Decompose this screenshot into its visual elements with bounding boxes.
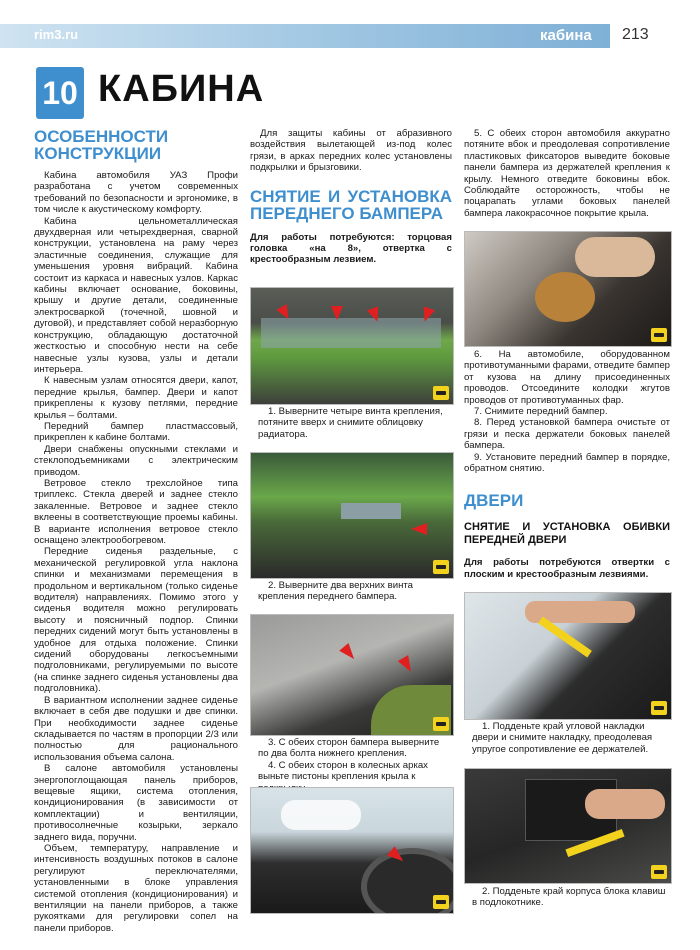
caption-step-1 [258,406,452,440]
chapter-title: КАБИНА [98,68,265,110]
photo-wheel-arch [250,787,454,914]
fog-lamp [535,272,595,322]
wrench-icon [433,717,449,731]
step-text: 8. Перед установкой бампера очистьте от грязи и песка держатели боковых панелей бампера. [464,417,670,452]
column-2 [250,128,452,266]
section-heading-doors: ДВЕРИ [464,491,524,511]
red-arrow-icon [411,523,427,535]
caption-text: 2. Выверните два верхних винта крепления переднего бампера. [258,580,413,603]
step-text: 9. Установите передний бампер в порядке, обратном снятию. [464,451,670,475]
site-name: rim3.ru [34,27,79,42]
caption-step-3-4 [258,737,452,794]
step-text: 6. На автомобиле, оборудованном противотуманными фарами, отведите бампер от кузова на длину присоединенных проводов. Отсоедините колодки жгутов проводов от противотуманных фар. [464,349,670,406]
tools-note: Для работы потребуются отвертки с плоским и крестообразным лезвиями. [464,557,670,580]
photo-radiator-grille [250,287,454,405]
paragraph: Ветровое стекло трехслойное типа триплекс. Стекла дверей и заднее стекло закаленные. Ветровое и заднее стекло вклеены в соответствующие проемы кабины. В варианте исполнения ветровое стекло оснащено электрообогревом. [34,477,238,546]
paragraph: Кабина цельнометаллическая двухдверная или четырехдверная, сварной конструкции, установлена на раму через эластичные соединения, служащие для уменьшения уровня вибраций. Кабина состоит из каркаса и навесных узлов. Каркас кабины включает основание, боковины, крышу и другие детали, соединенные электросваркой (точечной, шовной и дуговой), и представляет собой неразборную конструкцию, обладающую достаточной жесткостью и способную нести на себе навесные узлы кузова, узлы и детали интерьера. [34,215,238,375]
bumper-part [341,503,401,519]
photo-armrest-switch-block [464,768,672,884]
caption-text: 1. Выверните четыре винта крепления, потяните вверх и снимите облицовку радиатора. [258,406,443,440]
paragraph: В салоне автомобиля установлены энергопоглощающая панель приборов, вещевые ящики, система отопления, кондиционирования (в зависимости от комплектации) и вентиляции, противосолнечные козырьки, зеркало заднего вида, поручни. [34,763,238,843]
paragraph: Передние сиденья раздельные, с механической регулировкой угла наклона спинки и механизмами перемещения в продольном и вертикальном (только сиденье водителя) направлениях. Помимо этого у сиденья водителя можно регулировать высоту и поясничный подпор. Спинки передних сидений могут быть установлены в удобное для отдыха положение. Спинки сидений оборудованы легкосъемными подголовниками, регулируемыми по высоте (на спинке заднего сиденья установлены два подголовника). [34,546,238,695]
section-name: кабина [540,27,592,44]
caption-text: 2. Подденьте край корпуса блока клавиш в подлокотнике. [472,886,666,909]
wrench-icon [433,895,449,909]
photo-bumper-bottom-bolts [250,614,454,736]
paragraph: Двери снабжены опускными стеклами и стеклоподъемниками с электрическим приводом. [34,443,238,478]
red-arrow-icon [331,306,343,320]
caption-text: 3. С обеих сторон бампера выверните по два болта нижнего крепления. [258,737,440,760]
column-1 [34,128,238,934]
caption-text: 4. С обеих сторон в колесных арках выньте пистоны крепления крыла к [258,759,428,783]
photo-door-corner-trim [464,592,672,720]
grille-cover [261,318,441,348]
wrench-icon [651,328,667,342]
wrench-icon [433,386,449,400]
section-heading-bumper: СНЯТИЕ И УСТАНОВКА ПЕРЕДНЕГО БАМПЕРА [250,186,452,223]
column-3-steps [464,349,670,580]
paragraph-intro: Для защиты кабины от абразивного воздействия вылетающей из-под колес грязи, в арках передних колес установлены подкрылки и брызговики. [250,128,452,174]
paragraph: К навесным узлам относятся двери, капот, передние крылья, бампер. Двери и капот прикреплены к кузову петлями, передние крылья – болтами. [34,375,238,421]
hand [575,237,655,277]
wrench-icon [651,701,667,715]
caption-text: 1. Подденьте край угловой накладки двери и снимите накладку, преодолевая упругое сопротивление ее держателей. [472,721,653,755]
caption-door-step-1 [472,721,670,755]
hand [585,789,665,819]
red-arrow-icon [398,655,416,675]
chapter-number: 10 [36,67,84,119]
wrench-icon [651,865,667,879]
headlight [281,800,361,830]
paragraph-step-5: 5. С обеих сторон автомобиля аккуратно потяните вбок и преодолевая сопротивление пластиковых фиксаторов выведите боковые панели бампера из держателей крепления к крылу. Немного отведите боковины вбок. Соблюдайте осторожность, чтобы не поцарапать углами боковых панелей бампера лакокрасочное покрытие крыла. [464,128,670,219]
red-arrow-icon [339,643,358,663]
wrench-icon [433,560,449,574]
paragraph: В вариантном исполнении заднее сиденье включает в себя две подушки и две спинки. При необходимости заднее сиденье складывается по частям в пропорции 2/3 или полностью для рационального использования объема салона. [34,694,238,763]
photo-bumper-top-screws [250,452,454,579]
paragraph: Передний бампер пластмассовый, прикреплен к кабине болтами. [34,420,238,444]
page-number: 213 [622,26,649,43]
caption-step-2 [258,580,452,603]
page-header-bar [0,24,610,48]
subheading-door-trim: СНЯТИЕ И УСТАНОВКА ОБИВКИ ПЕРЕДНЕЙ ДВЕРИ [464,521,670,547]
step-text: 7. Снимите передний бампер. [474,406,608,418]
tools-note: Для работы потребуются: торцовая головка «на 8», отвертка с крестообразным лезвием. [250,231,452,266]
photo-fog-lamp-connector [464,231,672,347]
paragraph: Объем, температуру, направление и интенсивность воздушных потоков в салоне регулируют переключателями, установленными в блоке управления системой отопления (кондиционирования) и вентиляции на панели приборов, а также рукоятками для регулировки сопел на панели приборов. [34,842,238,934]
column-3 [464,128,670,219]
paragraph: Кабина автомобиля УАЗ Профи разработана с учетом современных требований по безопасности и эргономике, в том числе к акустическому комфорту. [34,170,238,216]
section-heading-features: ОСОБЕННОСТИ КОНСТРУКЦИИ [34,127,169,163]
caption-door-step-2 [472,886,670,909]
